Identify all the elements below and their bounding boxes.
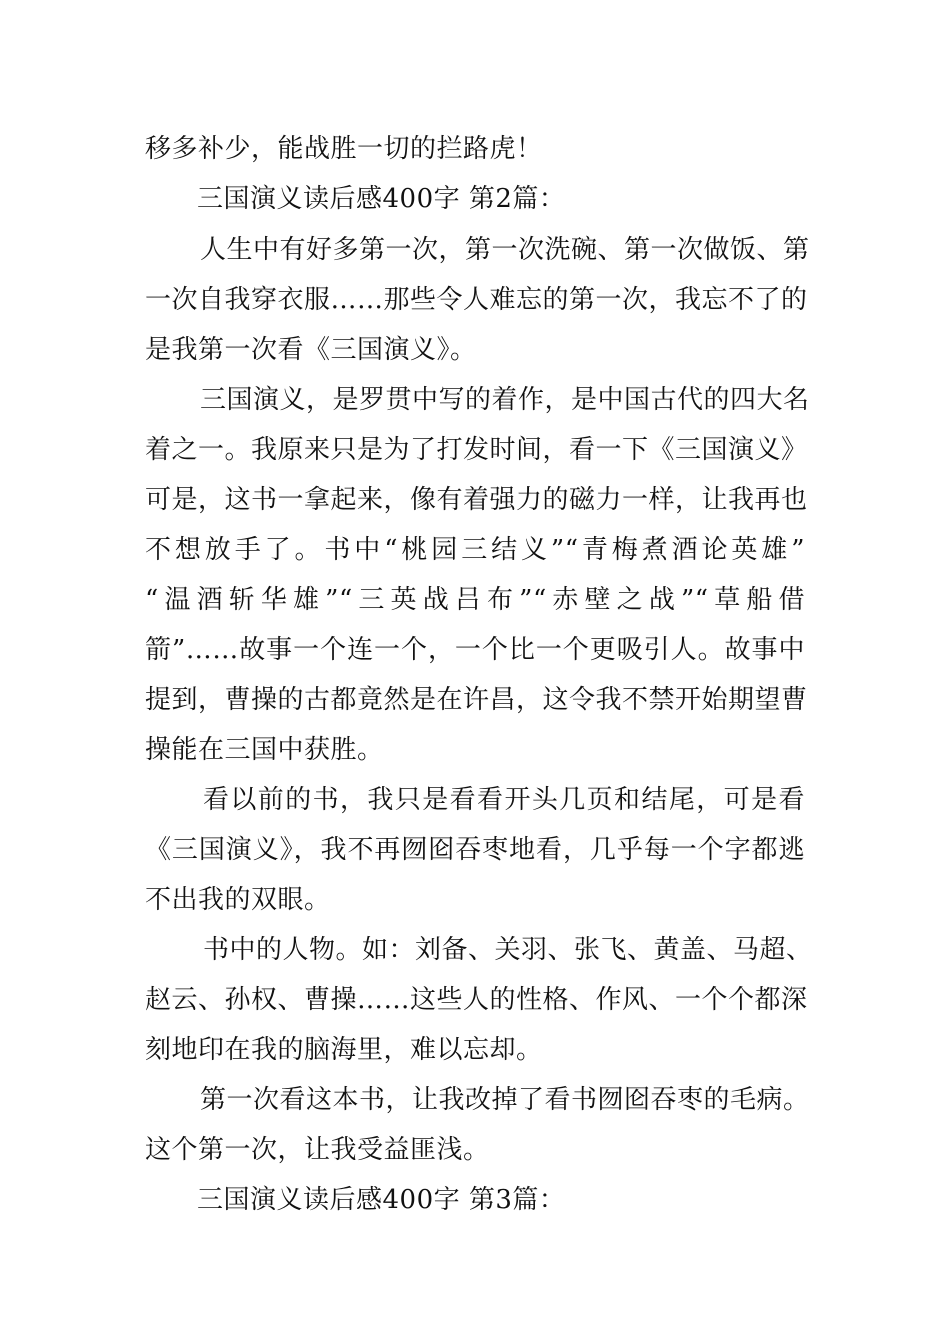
paragraph-line: 看以前的书，我只是看看开头几页和结尾，可是看 [203,785,805,815]
paragraph-line: 一次自我穿衣服……那些令人难忘的第一次，我忘不了的 [145,285,808,315]
paragraph-line: 人生中有好多第一次，第一次洗碗、第一次做饭、第 [200,235,810,265]
paragraph-line: 第一次看这本书，让我改掉了看书囫囵吞枣的毛病。 [200,1085,810,1115]
paragraph-line: 刻地印在我的脑海里，难以忘却。 [145,1035,543,1065]
paragraph-line: 操能在三国中获胜。 [145,735,384,765]
paragraph-line: 赵云、孙权、曹操……这些人的性格、作风、一个个都深 [145,985,808,1015]
section-heading: 三国演义读后感400字 第3篇： [197,1185,566,1215]
paragraph-line: 书中的人物。如：刘备、关羽、张飞、黄盖、马超、 [203,935,813,965]
paragraph-line: 这个第一次，让我受益匪浅。 [145,1135,490,1165]
paragraph-line: 可是，这书一拿起来，像有着强力的磁力一样，让我再也 [145,485,808,515]
paragraph-line: 移多补少，能战胜一切的拦路虎！ [145,134,543,164]
paragraph-line: 三国演义，是罗贯中写的着作，是中国古代的四大名 [200,385,810,415]
paragraph-line: 不出我的双眼。 [145,885,331,915]
section-heading: 三国演义读后感400字 第2篇： [197,184,566,214]
paragraph-line: 着之一。我原来只是为了打发时间，看一下《三国演义》 [145,435,808,465]
paragraph-line: “温酒斩华雄”“三英战吕布”“赤壁之战”“草船借 [145,585,805,615]
paragraph-line: 是我第一次看《三国演义》。 [145,335,477,365]
paragraph-line: 箭”……故事一个连一个，一个比一个更吸引人。故事中 [145,635,805,665]
paragraph-line: 不想放手了。书中“桃园三结义”“青梅煮酒论英雄” [145,535,805,565]
paragraph-line: 《三国演义》，我不再囫囵吞枣地看，几乎每一个字都逃 [145,835,805,865]
paragraph-line: 提到，曹操的古都竟然是在许昌，这令我不禁开始期望曹 [145,685,808,715]
